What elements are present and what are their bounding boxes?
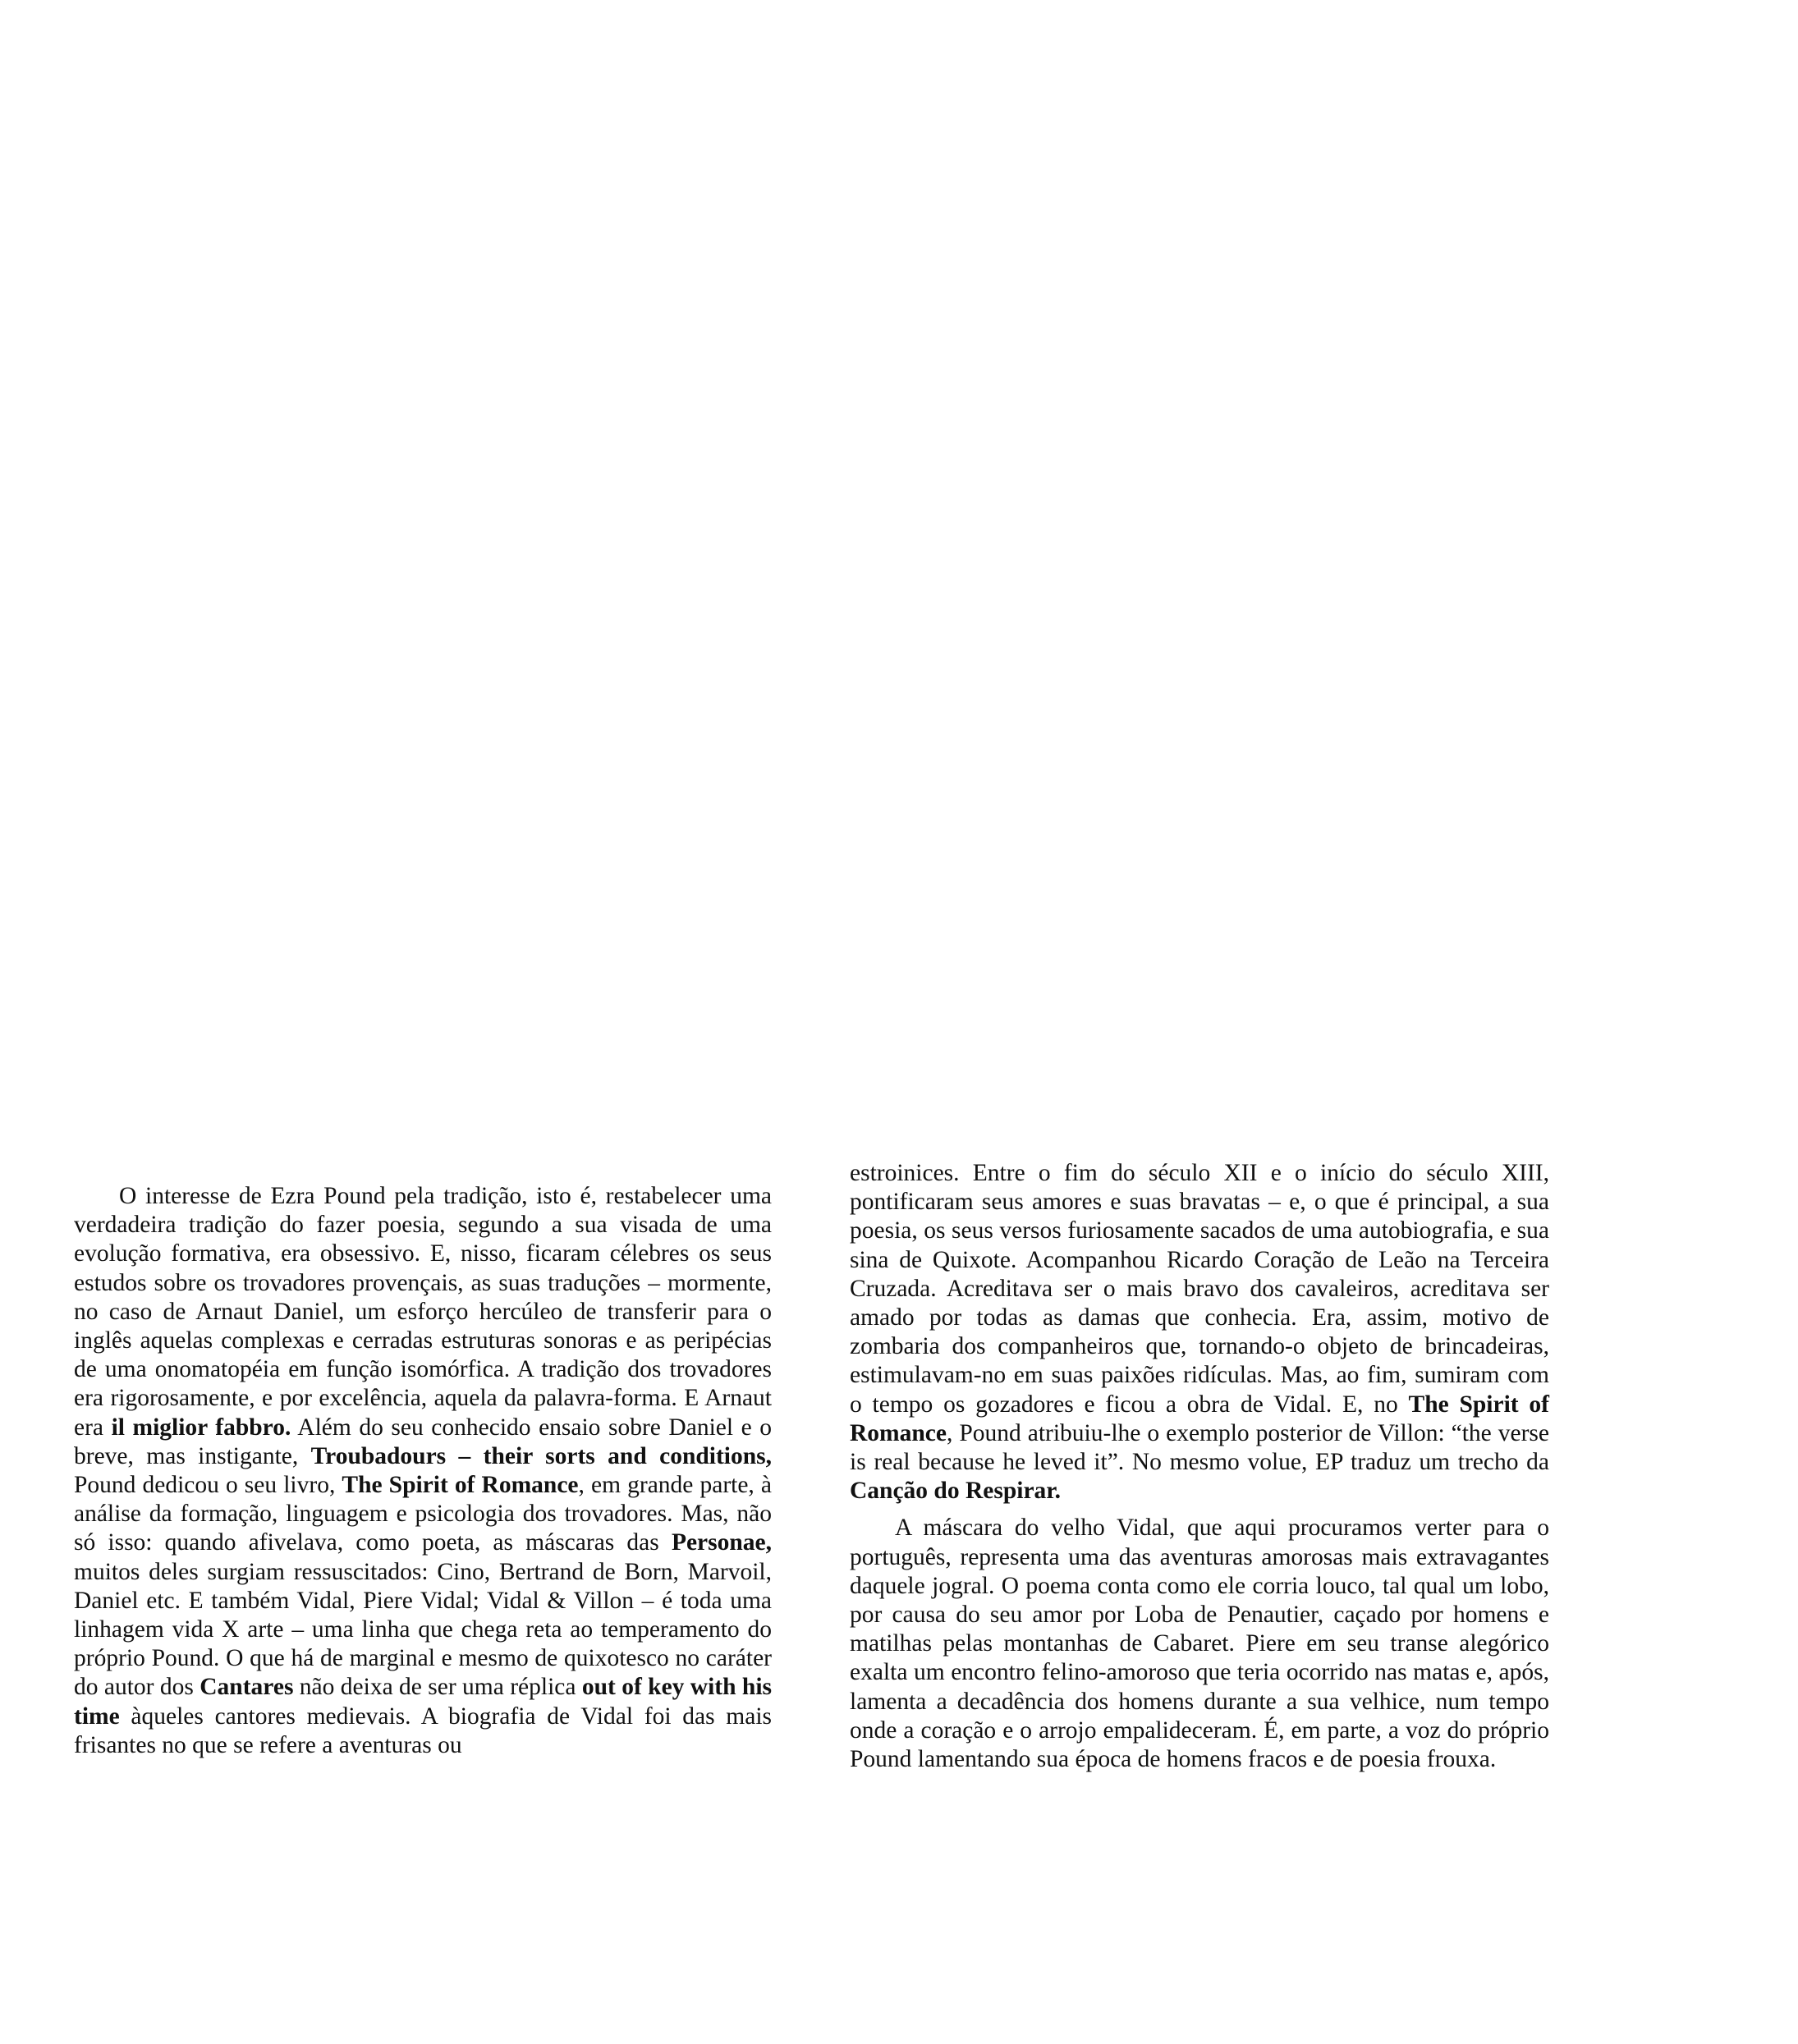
text-run: não deixa de ser uma réplica bbox=[293, 1674, 582, 1701]
emphasis-title: Canção do Respirar. bbox=[850, 1478, 1062, 1505]
emphasis-title: Personae, bbox=[671, 1529, 772, 1556]
right-column bbox=[850, 1159, 1549, 1774]
emphasis-title: il miglior fabbro. bbox=[111, 1414, 291, 1441]
emphasis-title: Troubadours – their sorts and conditions, bbox=[310, 1442, 773, 1469]
text-run: , Pound atribuiu-lhe o exemplo posterior de Villon: “the verse is real because he leved it”. No mesmo volue, EP traduz um trecho da bbox=[850, 1419, 1549, 1476]
text-run: Pound dedicou o seu livro, bbox=[74, 1472, 342, 1499]
emphasis-title: The Spirit of Romance bbox=[342, 1472, 579, 1499]
emphasis-title: Cantares bbox=[200, 1674, 294, 1701]
text-run: , em grande parte, à análise da formação, linguagem e psicologia dos trovadores. Mas, não só isso: quando afivelava, como poeta, as máscaras das bbox=[74, 1472, 772, 1556]
text-run: estroinices. Entre o fim do século XII e o início do século XIII, pontificaram seus amores e suas bravatas – e, o que é principal, a sua poesia, os seus versos furiosamente sacados de uma autobiografia, e sua sina de Quixote. Acompanhou Ricardo Coração de Leão na Terceira Cruzada. Acreditava ser o mais bravo dos cavaleiros, acreditava ser amado por todas as damas que conhecia. Era, assim, motivo de zombaria dos companheiros que, tornando-o objeto de brincadeiras, estimulavam-no em suas paixões ridículas. Mas, ao fim, sumiram com o tempo os gozadores e ficou a obra de Vidal. E, no bbox=[850, 1160, 1549, 1418]
text-run: àqueles cantores medievais. A biografia de Vidal foi das mais frisantes no que se refere a aventuras ou bbox=[74, 1703, 772, 1758]
text-run: Além do seu conhecido ensaio sobre Daniel e o breve, mas instigante, bbox=[74, 1414, 773, 1469]
emphasis-title: out of key with his time bbox=[74, 1674, 773, 1730]
paragraph-left-1 bbox=[74, 1182, 772, 1760]
paragraph-right-2: A máscara do velho Vidal, que aqui procuramos verter para o português, representa uma das aventuras amorosas mais extravagantes daquele jogral. O poema conta como ele corria louco, tal qual um lobo, por causa do seu amor por Loba de Penautier, caçado por homens e matilhas pelas montanhas de Cabaret. Piere em seu transe alegórico exalta um encontro felino-amoroso que teria ocorrido nas matas e, após, lamenta a decadência dos homens durante a sua velhice, num tempo onde a coração e o arrojo empalideceram. É, em parte, a voz do próprio Pound lamentando sua época de homens fracos e de poesia frouxa. bbox=[850, 1515, 1549, 1773]
text-run: muitos deles surgiam ressuscitados: Cino, Bertrand de Born, Marvoil, Daniel etc. E também Vidal, Piere Vidal; Vidal & Villon – é toda uma linhagem vida X arte – uma linha que chega reta ao temperamento do próprio Pound. O que há de marginal e mesmo de quixotesco no caráter do autor dos bbox=[74, 1558, 772, 1701]
left-column bbox=[74, 1182, 772, 1760]
paragraph-right-1 bbox=[850, 1159, 1549, 1506]
text-run: O interesse de Ezra Pound pela tradição, isto é, restabelecer uma verdadeira tradição do fazer poesia, segundo a sua visada de uma evolução formativa, era obsessivo. E, nisso, ficaram célebres os seus estudos sobre os trovadores provençais, as suas traduções – mormente, no caso de Arnaut Daniel, um esforço hercúleo de transferir para o inglês aquelas complexas e cerradas estruturas sonoras e as peripécias de uma onomatopéia em função isomórfica. A tradição dos trovadores era rigorosamente, e por excelência, aquela da palavra-forma. E Arnaut era bbox=[74, 1183, 772, 1441]
emphasis-title: The Spirit of Romance bbox=[850, 1391, 1549, 1446]
